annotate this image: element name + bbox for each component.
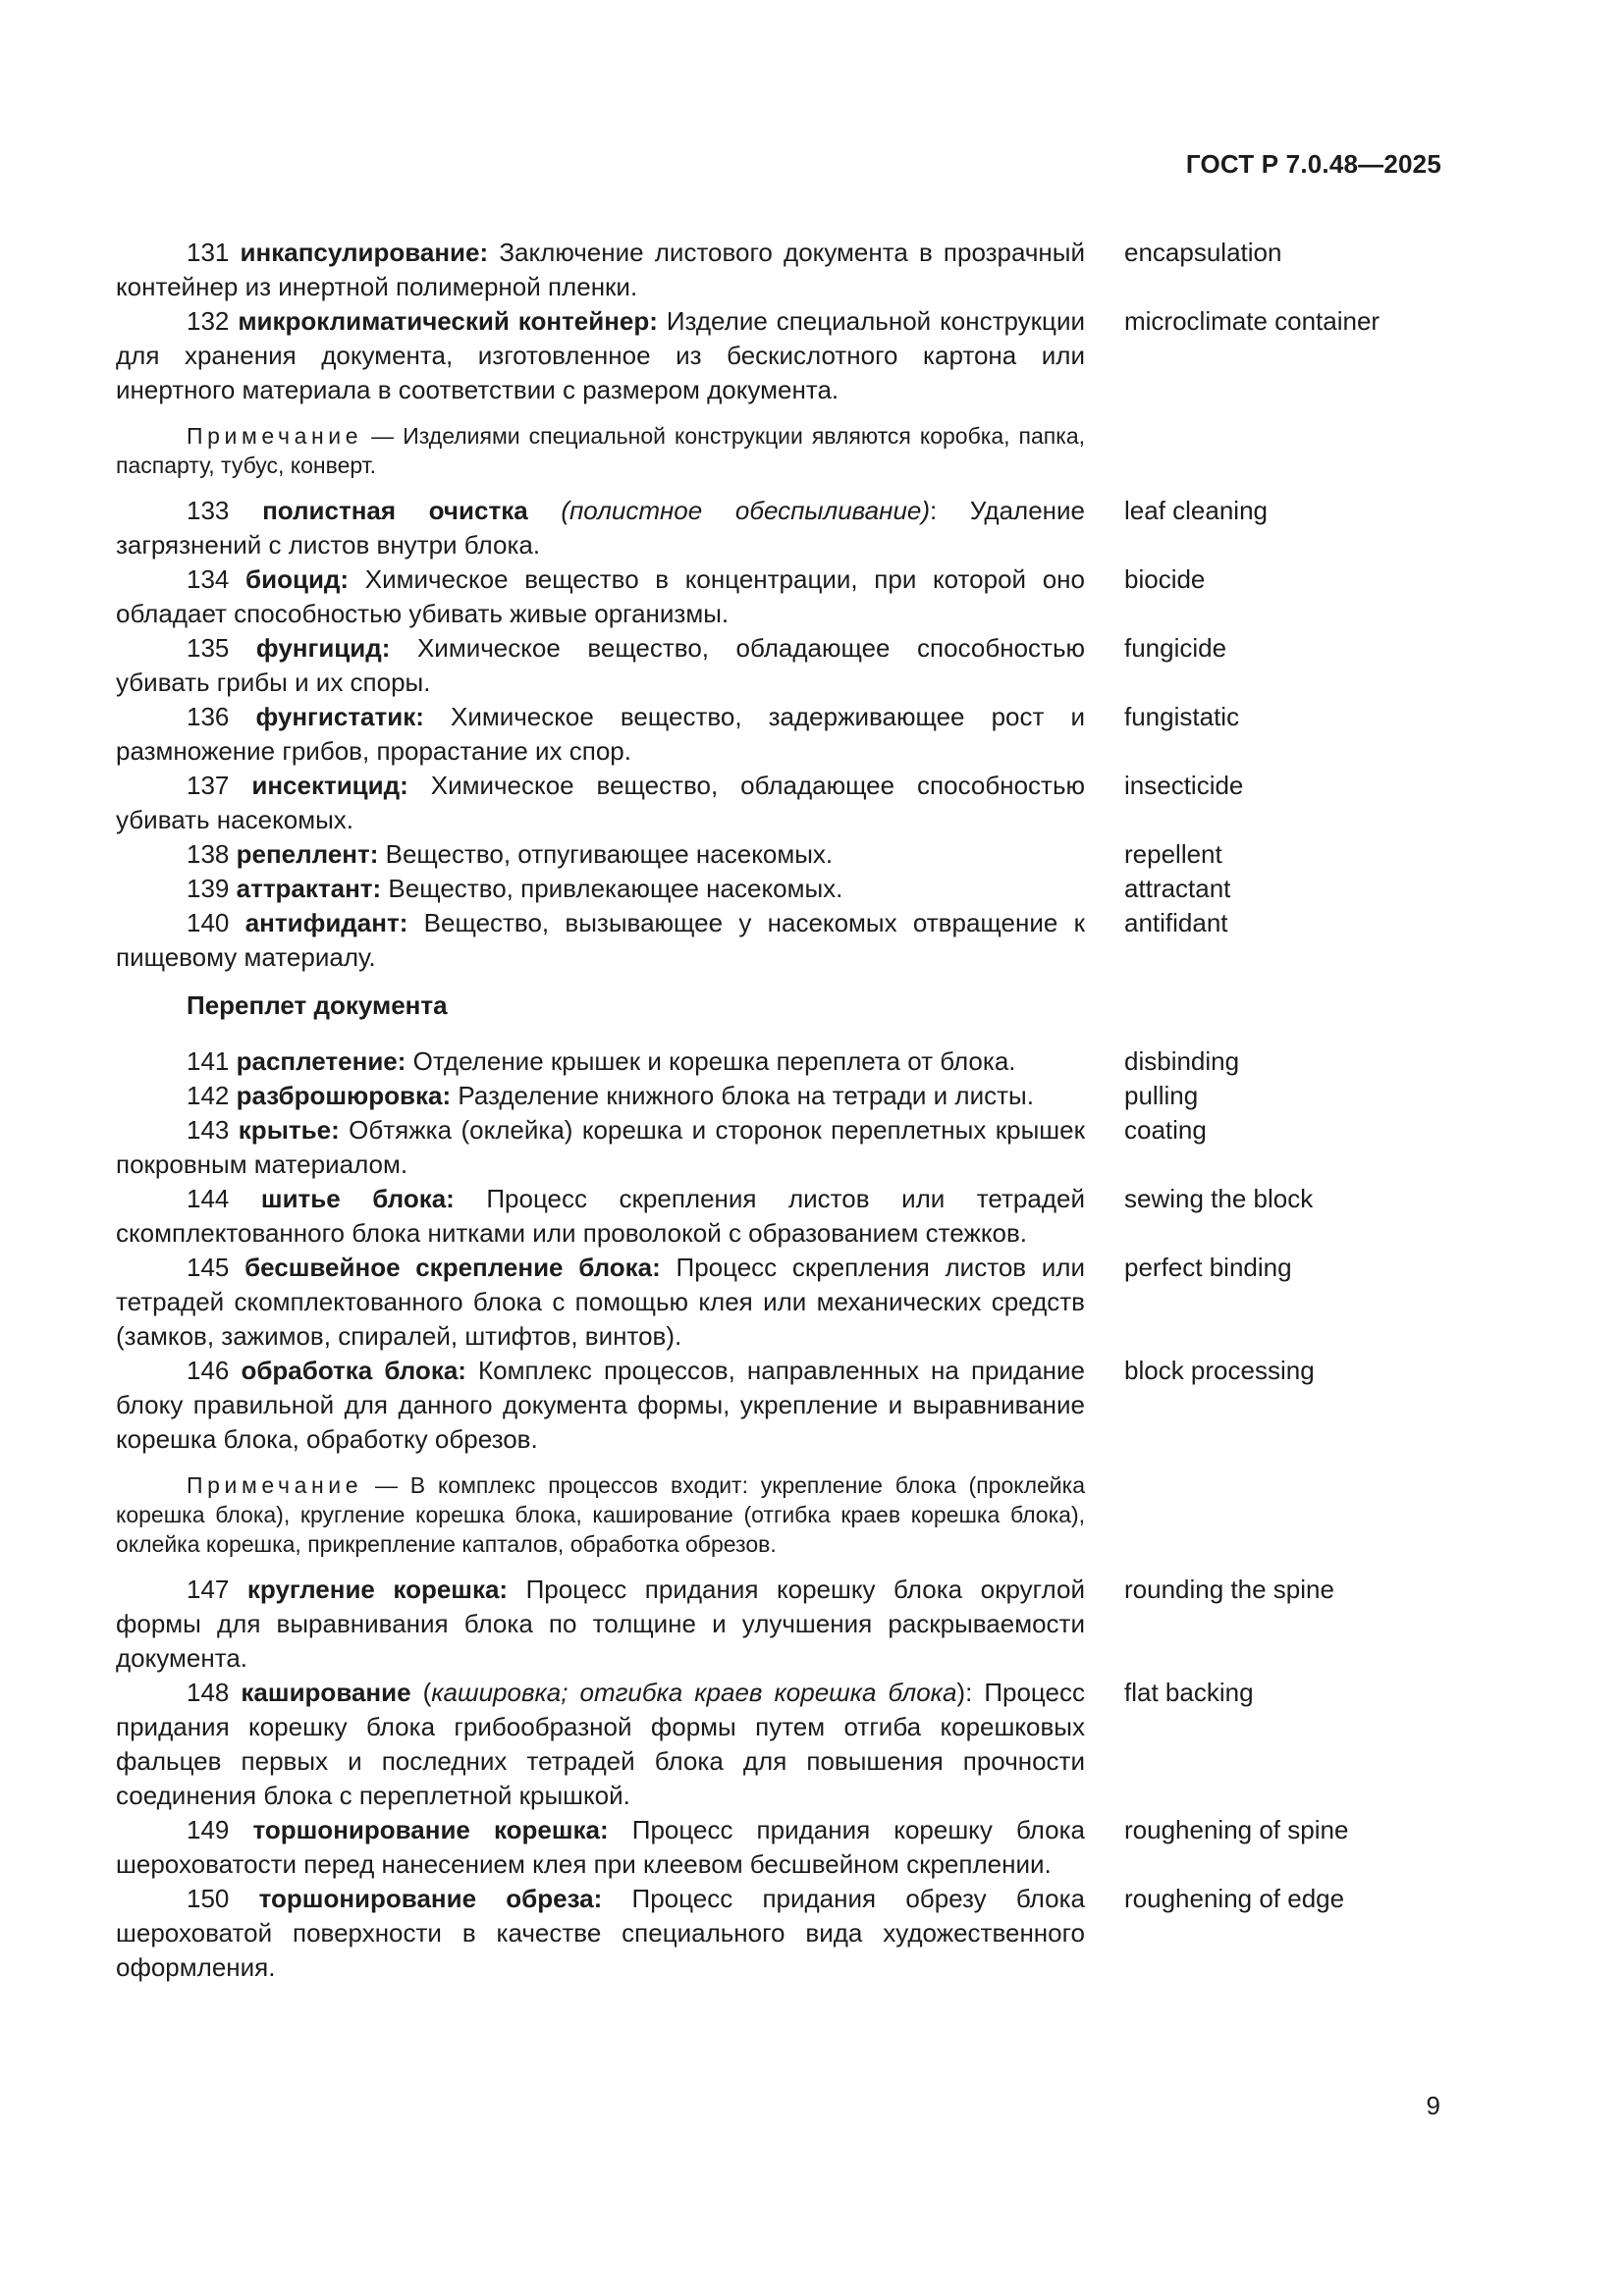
entry-text [116, 1573, 1085, 1676]
entry-number: 147 [187, 1575, 230, 1604]
entry-term: кругление корешка: [246, 1575, 509, 1604]
note-text: — Изделиями специальной конструкции являются коробка, папка, паспарту, тубус, конверт. [116, 423, 1085, 478]
entry-text [116, 1079, 1085, 1113]
entry-term: торшонирование обреза: [258, 1884, 603, 1913]
glossary-entry [116, 837, 1392, 872]
glossary-entry [116, 236, 1392, 304]
entry-term: антифидант: [244, 908, 408, 937]
entry-number: 148 [187, 1678, 230, 1707]
note-text: — В комплекс процессов входит: укрепление блока (проклейка корешка блока), кругление корешка блока, каширование (отгибка краев корешка блока), оклейка корешка, прикрепление капталов, обработка обрезов. [116, 1472, 1085, 1557]
glossary-entry [116, 1044, 1392, 1079]
document-standard-number: ГОСТ Р 7.0.48—2025 [1185, 149, 1441, 179]
entry-number: 143 [187, 1115, 230, 1145]
entry-number: 139 [187, 874, 230, 903]
entry-english-term: microclimate container [1124, 306, 1380, 336]
entry-term: разброшюровка: [236, 1081, 452, 1110]
entry-number: 145 [187, 1253, 230, 1282]
entry-english-term: biocide [1124, 564, 1206, 594]
entry-definition: Химическое вещество, обладающее способностью убивать грибы и их споры. [116, 633, 1085, 697]
entry-english-term: fungistatic [1124, 702, 1240, 731]
entry-synonym: (полистное обеспыливание) [561, 496, 931, 525]
glossary-entry [116, 1573, 1392, 1676]
entry-text [116, 906, 1085, 975]
entry-definition: Химическое вещество в концентрации, при которой оно обладает способностью убивать живые организмы. [116, 564, 1085, 628]
entry-text [116, 1251, 1085, 1354]
entry-number: 134 [187, 564, 230, 594]
entry-text [116, 562, 1085, 631]
entry-text [116, 236, 1085, 304]
entry-english-term: block processing [1124, 1356, 1315, 1385]
entry-definition: Процесс придания обрезу блока шероховатой поверхности в качестве специального вида художественного оформления. [116, 1884, 1085, 1982]
entry-definition: Вещество, привлекающее насекомых. [381, 874, 843, 903]
entry-definition: Заключение листового документа в прозрачный контейнер из инертной полимерной пленки. [116, 238, 1085, 301]
entry-text [116, 1882, 1085, 1985]
entry-english-term: repellent [1124, 839, 1222, 869]
entry-term: крытье: [238, 1115, 340, 1145]
page-number: 9 [1426, 2091, 1440, 2120]
note-label: Примечание [187, 423, 363, 449]
entry-text [116, 1813, 1085, 1882]
entry-definition: Химическое вещество, обладающее способностью убивать насекомых. [116, 771, 1085, 834]
entry-number: 150 [187, 1884, 230, 1913]
entry-open-paren: ( [410, 1678, 432, 1707]
entry-english-term: encapsulation [1124, 238, 1282, 267]
entry-definition: Обтяжка (оклейка) корешка и сторонок переплетных крышек покровным материалом. [116, 1115, 1085, 1179]
section-heading: Переплет документа [187, 990, 448, 1020]
entry-definition: Вещество, отпугивающее насекомых. [378, 839, 834, 869]
entry-english-term: roughening of spine [1124, 1815, 1349, 1844]
entry-text [116, 1676, 1085, 1813]
entry-text [116, 1182, 1085, 1251]
glossary-entry [116, 304, 1392, 407]
entry-term: обработка блока: [241, 1356, 466, 1385]
glossary-entry [116, 872, 1392, 906]
glossary-entry [116, 1676, 1392, 1813]
entry-term: инсектицид: [251, 771, 408, 800]
entry-number: 131 [187, 238, 230, 267]
entry-text [116, 494, 1085, 562]
entry-definition: Химическое вещество, задерживающее рост и размножение грибов, прорастание их спор. [116, 702, 1085, 766]
glossary-entry [116, 1079, 1392, 1113]
glossary-body [116, 236, 1392, 1985]
glossary-entry [116, 631, 1392, 700]
entry-term: шитье блока: [260, 1184, 455, 1213]
note [116, 1470, 1085, 1559]
entry-term: полистная очистка [262, 496, 528, 525]
note-label: Примечание [187, 1472, 363, 1498]
note [116, 421, 1085, 480]
glossary-entry [116, 700, 1392, 769]
entry-term: каширование [241, 1678, 411, 1707]
entry-definition: Процесс придания корешку блока шероховатости перед нанесением клея при клеевом бесшвейном скреплении. [116, 1815, 1085, 1879]
entry-english-term: coating [1124, 1115, 1207, 1145]
entry-term: аттрактант: [236, 874, 382, 903]
entry-number: 136 [187, 702, 230, 731]
entry-term: расплетение: [236, 1046, 406, 1076]
entry-english-term: fungicide [1124, 633, 1227, 663]
entry-number: 133 [187, 496, 230, 525]
entry-definition: Процесс скрепления листов или тетрадей скомплектованного блока нитками или проволокой с образованием стежков. [116, 1184, 1085, 1248]
glossary-entry [116, 1251, 1392, 1354]
glossary-entry [116, 494, 1392, 562]
entry-number: 146 [187, 1356, 230, 1385]
entry-definition: Вещество, вызывающее у насекомых отвращение к пищевому материалу. [116, 908, 1085, 972]
entry-english-term: rounding the spine [1124, 1575, 1334, 1604]
entry-term: фунгистатик: [255, 702, 424, 731]
entry-text [116, 700, 1085, 769]
glossary-entry [116, 769, 1392, 837]
entry-definition: Отделение крышек и корешка переплета от блока. [406, 1046, 1016, 1076]
entry-number: 141 [187, 1046, 230, 1076]
entry-english-term: leaf cleaning [1124, 496, 1268, 525]
entry-definition: Процесс придания корешку блока округлой формы для выравнивания блока по толщине и улучшения раскрываемости документа. [116, 1575, 1085, 1673]
entry-term: инкапсулирование: [240, 238, 489, 267]
glossary-entry [116, 1113, 1392, 1182]
entry-term: фунгицид: [255, 633, 391, 663]
entry-text [116, 837, 1085, 872]
entry-text [116, 631, 1085, 700]
entry-definition: ): Процесс придания корешку блока грибообразной формы путем отгиба корешковых фальцев первых и последних тетрадей блока для повышения прочности соединения блока с переплетной крышкой. [116, 1678, 1085, 1810]
entry-term: биоцид: [245, 564, 350, 594]
entry-term: репеллент: [236, 839, 379, 869]
entry-definition: Разделение книжного блока на тетради и листы. [451, 1081, 1034, 1110]
glossary-entry [116, 1354, 1392, 1457]
entry-text [116, 872, 1085, 906]
glossary-entry [116, 1182, 1392, 1251]
glossary-entry [116, 906, 1392, 975]
entry-term: микроклиматический контейнер: [238, 306, 658, 336]
entry-english-term: disbinding [1124, 1046, 1240, 1076]
glossary-entry [116, 1813, 1392, 1882]
entry-text [116, 1044, 1085, 1079]
entry-definition: Комплекс процессов, направленных на придание блоку правильной для данного документа формы, укрепление и выравнивание корешка блока, обработку обрезов. [116, 1356, 1085, 1454]
entry-definition: Процесс скрепления листов или тетрадей скомплектованного блока с помощью клея или механических средств (замков, зажимов, спиралей, штифтов, винтов). [116, 1253, 1085, 1351]
entry-text [116, 769, 1085, 837]
entry-english-term: flat backing [1124, 1678, 1254, 1707]
entry-english-term: insecticide [1124, 771, 1244, 800]
entry-english-term: pulling [1124, 1081, 1199, 1110]
entry-definition: Изделие специальной конструкции для хранения документа, изготовленное из бескислотного картона или инертного материала в соответствии с размером документа. [116, 306, 1085, 404]
entry-english-term: attractant [1124, 874, 1231, 903]
glossary-entry [116, 562, 1392, 631]
entry-number: 142 [187, 1081, 230, 1110]
entry-number: 132 [187, 306, 230, 336]
entry-definition: : Удаление загрязнений с листов внутри блока. [116, 496, 1086, 560]
entry-english-term: roughening of edge [1124, 1884, 1345, 1913]
entry-term: торшонирование корешка: [252, 1815, 609, 1844]
entry-text [116, 304, 1085, 407]
entry-synonym: кашировка; отгибка краев корешка блока [431, 1678, 957, 1707]
entry-english-term: sewing the block [1124, 1184, 1314, 1213]
entry-number: 137 [187, 771, 230, 800]
entry-text [116, 1113, 1085, 1182]
entry-term: бесшвейное скрепление блока: [244, 1253, 661, 1282]
entry-number: 138 [187, 839, 230, 869]
entry-number: 135 [187, 633, 230, 663]
entry-number: 140 [187, 908, 230, 937]
entry-english-term: perfect binding [1124, 1253, 1292, 1282]
glossary-entry [116, 1882, 1392, 1985]
entry-english-term: antifidant [1124, 908, 1228, 937]
entry-number: 149 [187, 1815, 230, 1844]
entry-number: 144 [187, 1184, 230, 1213]
entry-text [116, 1354, 1085, 1457]
